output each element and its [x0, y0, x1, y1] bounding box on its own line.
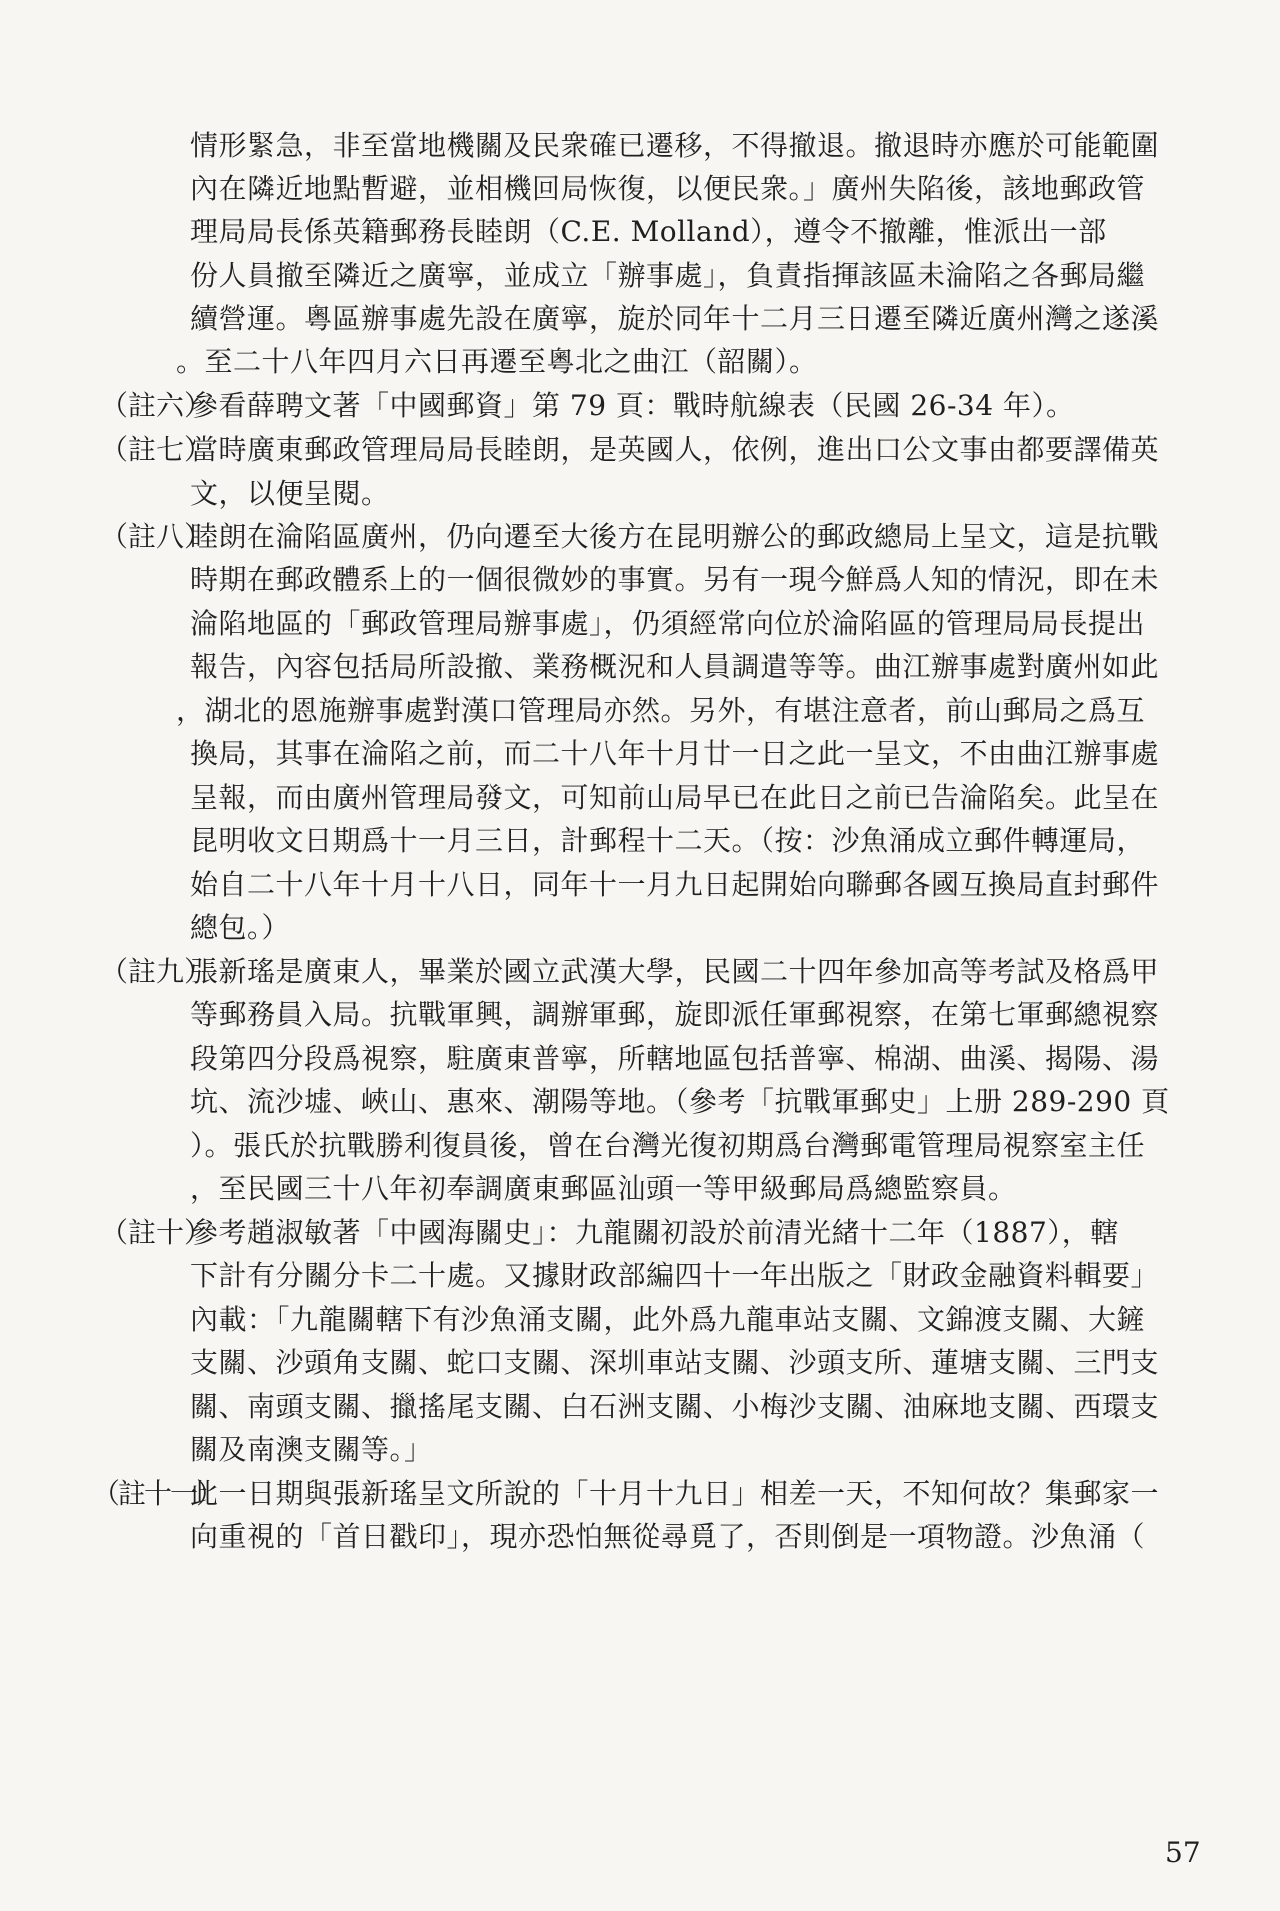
text-line: 下計有分關分卡二十處。又據財政部編四十一年出版之「財政金融資料輯要」: [190, 1259, 1160, 1292]
text-line: 續營運。粵區辦事處先設在廣寧，旋於同年十二月三日遷至隣近廣州灣之遂溪: [190, 302, 1160, 335]
text-line: 此一日期與張新瑤呈文所說的「十月十九日」相差一天，不知何故？集郵家一: [190, 1477, 1160, 1510]
text-line: 支關、沙頭角支關、蛇口支關、深圳車站支關、沙頭支所、蓮塘支關、三門支: [190, 1346, 1160, 1379]
text-line: 時期在郵政體系上的一個很微妙的事實。另有一現今鮮爲人知的情況，即在未: [190, 563, 1160, 596]
text-line: 總包。）: [190, 911, 291, 944]
text-line: 淪陷地區的「郵政管理局辦事處」，仍須經常向位於淪陷區的管理局局長提出: [190, 607, 1146, 640]
footnote-label: （註十）: [100, 1216, 213, 1249]
text-line: 始自二十八年十月十八日，同年十一月九日起開始向聯郵各國互換局直封郵件: [190, 868, 1160, 901]
text-line: 睦朗在淪陷區廣州，仍向遷至大後方在昆明辦公的郵政總局上呈文，這是抗戰: [190, 520, 1160, 553]
text-line: 昆明收文日期爲十一月三日，計郵程十二天。（按：沙魚涌成立郵件轉運局，: [190, 824, 1146, 857]
text-line: 內載：「九龍關轄下有沙魚涌支關，此外爲九龍車站支關、文錦渡支關、大鏟: [190, 1303, 1146, 1336]
footnote-label: （註九）: [100, 955, 213, 988]
text-line: 等郵務員入局。抗戰軍興，調辦軍郵，旋即派任軍郵視察，在第七軍郵總視察: [190, 998, 1160, 1031]
text-line: 文，以便呈閱。: [190, 477, 390, 510]
text-line: 張新瑤是廣東人，畢業於國立武漢大學，民國二十四年參加高等考試及格爲甲: [190, 955, 1160, 988]
text-line: 向重視的「首日戳印」，現亦恐怕無從尋覓了，否則倒是一項物證。沙魚涌（: [190, 1520, 1146, 1553]
text-line: ，湖北的恩施辦事處對漢口管理局亦然。另外，有堪注意者，前山郵局之爲互: [176, 694, 1146, 727]
text-line: 報告，內容包括局所設撤、業務概況和人員調遣等等。曲江辦事處對廣州如此: [190, 650, 1160, 683]
text-line: ，至民國三十八年初奉調廣東郵區汕頭一等甲級郵局爲總監察員。: [190, 1172, 1017, 1205]
text-line: 換局，其事在淪陷之前，而二十八年十月廿一日之此一呈文，不由曲江辦事處: [190, 737, 1160, 770]
text-line: 。至二十八年四月六日再遷至粵北之曲江（韶關）。: [176, 345, 818, 378]
text-line: ）。張氏於抗戰勝利復員後，曾在台灣光復初期爲台灣郵電管理局視察室主任: [190, 1129, 1146, 1162]
text-line: 坑、流沙墟、峽山、惠來、潮陽等地。（參考「抗戰軍郵史」上册 289-290 頁: [190, 1085, 1170, 1118]
footnote-label: （註八）: [100, 520, 213, 553]
footnote-label: （註六）: [100, 389, 213, 422]
text-line: 段第四分段爲視察，駐廣東普寧，所轄地區包括普寧、棉湖、曲溪、揭陽、湯: [190, 1042, 1160, 1075]
text-line: 份人員撤至隣近之廣寧，並成立「辦事處」，負責指揮該區未淪陷之各郵局繼: [190, 259, 1146, 292]
text-line: 參看薛聘文著「中國郵資」第 79 頁：戰時航線表（民國 26-34 年）。: [190, 389, 1075, 422]
text-line: 關、南頭支關、擸搖尾支關、白石洲支關、小梅沙支關、油麻地支關、西環支: [190, 1390, 1160, 1423]
text-line: 關及南澳支關等。」: [190, 1433, 433, 1466]
text-line: 內在隣近地點暫避，並相機回局恢復，以便民衆。」廣州失陷後，該地郵政管: [190, 172, 1146, 205]
text-line: 呈報，而由廣州管理局發文，可知前山局早已在此日之前已告淪陷矣。此呈在: [190, 781, 1160, 814]
page-number: 57: [1165, 1836, 1201, 1869]
text-line: 理局局長係英籍郵務長睦朗（C.E. Molland），遵令不撤離，惟派出一部: [190, 215, 1107, 248]
text-line: 參考趙淑敏著「中國海關史」：九龍關初設於前清光緒十二年（1887），轄: [190, 1216, 1119, 1249]
text-line: 當時廣東郵政管理局局長睦朗，是英國人，依例，進出口公文事由都要譯備英: [190, 433, 1160, 466]
text-line: 情形緊急，非至當地機關及民衆確已遷移，不得撤退。撤退時亦應於可能範圍: [190, 129, 1160, 162]
footnote-label: （註十一）: [92, 1477, 223, 1510]
footnote-label: （註七）: [100, 433, 213, 466]
